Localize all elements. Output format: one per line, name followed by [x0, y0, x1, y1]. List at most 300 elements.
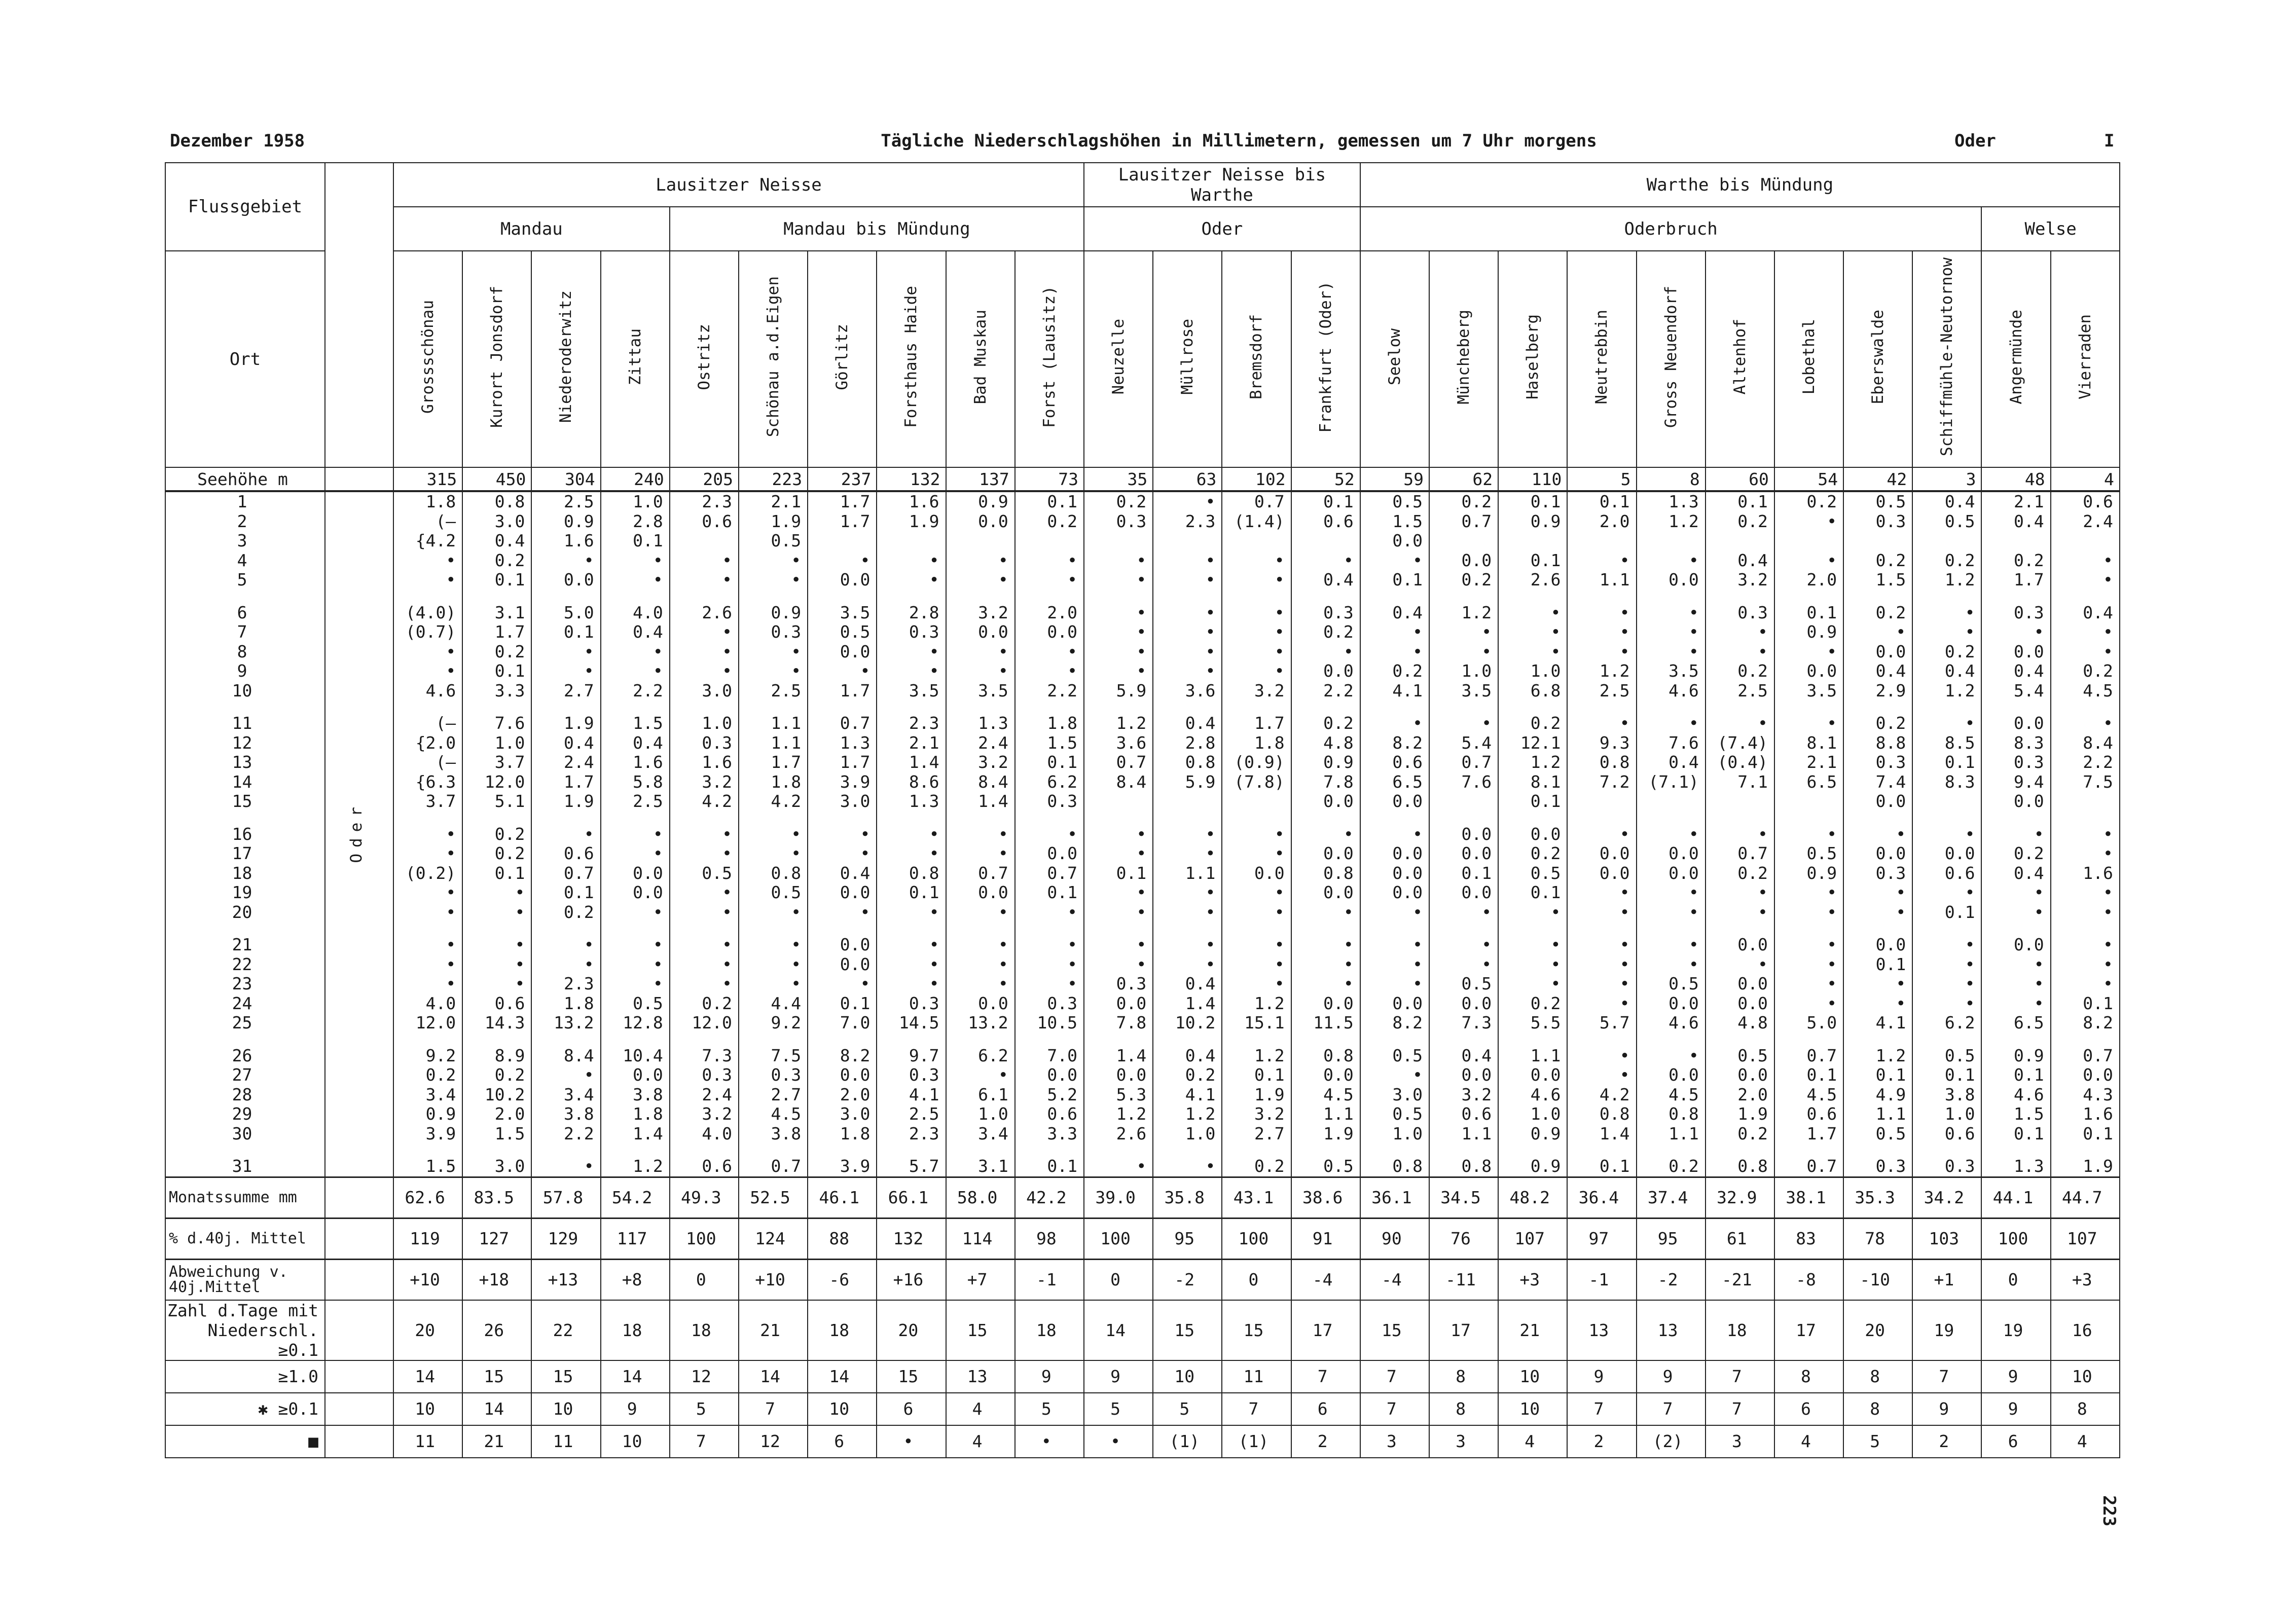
precip-cell: 1.8 — [808, 1124, 877, 1144]
tage-10-cell: 13 — [946, 1360, 1015, 1393]
precip-cell: 0.5 — [1774, 844, 1843, 864]
precip-cell: • — [1153, 622, 1222, 642]
precip-cell: 1.8 — [601, 1104, 670, 1124]
precip-cell: 6.2 — [946, 1033, 1015, 1066]
table-row — [165, 622, 2120, 642]
precip-cell: 1.7 — [808, 491, 877, 512]
precip-cell: • — [601, 551, 670, 571]
precip-cell: • — [739, 903, 808, 922]
precip-cell: • — [1498, 922, 1567, 955]
precip-cell: 1.9 — [739, 512, 808, 532]
precip-cell: • — [1015, 661, 1084, 681]
precip-cell: 2.0 — [1706, 1085, 1774, 1105]
precip-cell: (7.1) — [1637, 772, 1706, 792]
elevation-cell: 73 — [1015, 467, 1084, 491]
precip-cell: • — [1015, 551, 1084, 571]
station-header — [670, 251, 739, 467]
station-header — [393, 251, 462, 467]
tage-schnee-cell: 9 — [1981, 1393, 2050, 1425]
precip-cell: 5.4 — [1981, 681, 2050, 701]
precip-cell: 0.3 — [1843, 753, 1912, 772]
precip-cell: • — [1774, 974, 1843, 994]
precip-cell: 2.5 — [1567, 681, 1636, 701]
precip-cell: 2.2 — [531, 1124, 600, 1144]
pct-cell: 88 — [808, 1218, 877, 1259]
tage-schnee-cell: 6 — [1774, 1393, 1843, 1425]
flussgebiet-label: Flussgebiet — [165, 163, 325, 251]
precip-cell: 0.6 — [1360, 753, 1429, 772]
precip-cell: 0.0 — [1429, 811, 1498, 844]
precip-cell: • — [808, 551, 877, 571]
precip-cell: 1.0 — [601, 491, 670, 512]
precip-cell: • — [531, 811, 600, 844]
precip-cell: 0.0 — [1567, 864, 1636, 883]
precip-cell: 0.0 — [808, 922, 877, 955]
precip-cell: 0.7 — [808, 700, 877, 733]
monatssumme-cell: 32.9 — [1706, 1177, 1774, 1218]
precip-cell: 1.8 — [1222, 733, 1291, 753]
precip-cell: • — [1912, 883, 1981, 903]
monatssumme-cell: 48.2 — [1498, 1177, 1567, 1218]
precip-cell: 0.2 — [1912, 642, 1981, 662]
precip-cell: 0.0 — [1498, 811, 1567, 844]
precip-cell: 7.8 — [1291, 772, 1360, 792]
tage-01-cell: 15 — [946, 1300, 1015, 1360]
table-row — [165, 681, 2120, 701]
precip-cell: 0.1 — [1912, 1065, 1981, 1085]
precip-cell: 1.6 — [531, 531, 600, 551]
precip-cell: 4.6 — [1637, 681, 1706, 701]
precip-cell: • — [1637, 811, 1706, 844]
precip-cell: 0.2 — [1706, 1124, 1774, 1144]
precip-cell: 0.1 — [1981, 1065, 2050, 1085]
pct-cell: 61 — [1706, 1218, 1774, 1259]
precip-cell: 0.7 — [2051, 1033, 2120, 1066]
station-header — [1084, 251, 1153, 467]
precip-cell: 0.1 — [1222, 1065, 1291, 1085]
precip-cell: • — [531, 1143, 600, 1177]
tage-01-cell: 21 — [1498, 1300, 1567, 1360]
subgroup-oderbruch: Oderbruch — [1360, 207, 1982, 251]
day-label: 30 — [165, 1124, 325, 1144]
precip-cell: (0.4) — [1706, 753, 1774, 772]
table-row — [165, 1124, 2120, 1144]
station-name: Zittau — [626, 328, 644, 385]
precip-cell: 2.3 — [877, 700, 946, 733]
precip-cell: • — [1774, 922, 1843, 955]
day-label: 22 — [165, 955, 325, 975]
day-label: 19 — [165, 883, 325, 903]
precip-cell: 0.0 — [1222, 864, 1291, 883]
precip-cell: 4.5 — [1637, 1085, 1706, 1105]
precip-cell: 0.1 — [1291, 491, 1360, 512]
precip-cell: 4.0 — [393, 994, 462, 1014]
precip-cell: • — [877, 642, 946, 662]
elevation-cell: 35 — [1084, 467, 1153, 491]
precip-cell: • — [1153, 491, 1222, 512]
precip-cell: 0.8 — [1291, 1033, 1360, 1066]
precip-cell: (0.9) — [1222, 753, 1291, 772]
tage-schnee-cell: 10 — [531, 1393, 600, 1425]
precip-cell: 0.0 — [1360, 844, 1429, 864]
precip-cell: • — [1360, 700, 1429, 733]
precip-cell: 0.8 — [1291, 864, 1360, 883]
precip-cell: • — [1222, 955, 1291, 975]
precip-cell: (4.0) — [393, 590, 462, 623]
day-label: 4 — [165, 551, 325, 571]
precip-cell: 1.2 — [1912, 570, 1981, 590]
precip-cell: 5.7 — [877, 1143, 946, 1177]
precip-cell: 10.2 — [462, 1085, 531, 1105]
tage-schnee-label: ✱ ≥0.1 — [165, 1393, 325, 1425]
precip-cell: • — [1429, 922, 1498, 955]
precip-cell: 0.5 — [1843, 1124, 1912, 1144]
precip-cell: 0.0 — [1706, 994, 1774, 1014]
precip-cell: 0.3 — [1843, 512, 1912, 532]
precip-cell: • — [877, 844, 946, 864]
precip-cell: 0.0 — [1981, 792, 2050, 811]
precip-cell: 0.1 — [1981, 1124, 2050, 1144]
precip-cell — [1567, 531, 1636, 551]
abweichung-cell: 0 — [1084, 1259, 1153, 1300]
precip-cell: 0.1 — [1912, 903, 1981, 922]
tage-01-cell: 15 — [1222, 1300, 1291, 1360]
station-header — [531, 251, 600, 467]
precip-cell: 0.0 — [1429, 551, 1498, 571]
station-name: Neutrebbin — [1592, 309, 1611, 404]
precip-cell: • — [670, 622, 739, 642]
station-name: Neuzelle — [1109, 319, 1128, 395]
station-header — [1498, 251, 1567, 467]
precip-cell: • — [1637, 622, 1706, 642]
tage-01-cell: 13 — [1637, 1300, 1706, 1360]
abweichung-cell: -4 — [1360, 1259, 1429, 1300]
precip-cell: • — [1981, 811, 2050, 844]
tage-schneedecke-cell: (1) — [1153, 1425, 1222, 1458]
precip-cell: 2.2 — [601, 681, 670, 701]
precip-cell: 6.5 — [1360, 772, 1429, 792]
precip-cell: 2.1 — [877, 733, 946, 753]
precip-cell: 4.9 — [1843, 1085, 1912, 1105]
precip-cell: • — [1291, 922, 1360, 955]
tage-10-cell: 15 — [531, 1360, 600, 1393]
precip-cell: • — [601, 811, 670, 844]
precip-cell: • — [1637, 1033, 1706, 1066]
precip-cell: 0.8 — [877, 864, 946, 883]
precip-cell: 8.2 — [808, 1033, 877, 1066]
precip-cell: 3.3 — [462, 681, 531, 701]
precip-cell: 0.3 — [1084, 974, 1153, 994]
tage-schnee-cell: 8 — [1843, 1393, 1912, 1425]
precip-cell: • — [1015, 922, 1084, 955]
precip-cell: 0.5 — [1637, 974, 1706, 994]
precip-cell: 7.0 — [1015, 1033, 1084, 1066]
precip-cell: • — [531, 955, 600, 975]
precip-cell: 0.0 — [1429, 883, 1498, 903]
precip-cell: 2.8 — [601, 512, 670, 532]
precip-cell: 0.0 — [1084, 994, 1153, 1014]
station-name: Kurort Jonsdorf — [488, 286, 506, 428]
precip-cell: • — [1084, 590, 1153, 623]
tage-schneedecke-cell: • — [1084, 1425, 1153, 1458]
precip-cell: • — [1981, 974, 2050, 994]
elevation-cell: 237 — [808, 467, 877, 491]
table-row — [165, 531, 2120, 551]
precip-cell: 0.8 — [1637, 1104, 1706, 1124]
table-row — [165, 551, 2120, 571]
precip-cell: 1.3 — [808, 733, 877, 753]
precip-cell: 0.0 — [601, 864, 670, 883]
precip-cell: • — [808, 844, 877, 864]
precip-cell: • — [1637, 700, 1706, 733]
tage-schnee-cell: 10 — [1498, 1393, 1567, 1425]
tage-10-cell: 8 — [1429, 1360, 1498, 1393]
tage-10-cell: 9 — [1015, 1360, 1084, 1393]
tage-schneedecke-cell: • — [1015, 1425, 1084, 1458]
precip-cell: 1.3 — [946, 700, 1015, 733]
precip-cell: 3.9 — [393, 1124, 462, 1144]
precip-cell: 0.0 — [1706, 922, 1774, 955]
precip-cell: 1.7 — [1774, 1124, 1843, 1144]
tage-schneedecke-cell: 4 — [946, 1425, 1015, 1458]
precip-cell: • — [1706, 903, 1774, 922]
table-row — [165, 590, 2120, 623]
precip-cell: 3.2 — [946, 590, 1015, 623]
precip-cell: • — [393, 661, 462, 681]
precip-cell: 1.2 — [1222, 994, 1291, 1014]
precip-cell: 10.4 — [601, 1033, 670, 1066]
precip-cell: 3.2 — [946, 753, 1015, 772]
precip-cell: 0.2 — [1498, 994, 1567, 1014]
basin-label: Oder — [1954, 131, 1996, 151]
precip-cell: 0.9 — [1498, 512, 1567, 532]
precip-cell: 0.5 — [1843, 491, 1912, 512]
precip-cell: • — [1637, 903, 1706, 922]
precip-cell: 2.0 — [1774, 570, 1843, 590]
precip-cell: 0.5 — [1706, 1033, 1774, 1066]
precip-cell: 6.2 — [1015, 772, 1084, 792]
precip-cell — [1843, 531, 1912, 551]
precip-cell: 0.0 — [808, 642, 877, 662]
precip-cell: 1.8 — [393, 491, 462, 512]
precip-cell: 8.4 — [946, 772, 1015, 792]
precip-cell: 12.0 — [670, 1013, 739, 1033]
precip-cell: • — [1498, 974, 1567, 994]
precip-cell: 0.0 — [1360, 883, 1429, 903]
station-header — [1981, 251, 2050, 467]
precip-cell: 1.5 — [393, 1143, 462, 1177]
pct-cell: 129 — [531, 1218, 600, 1259]
precip-cell: 0.2 — [1637, 1143, 1706, 1177]
tage-01-label: Zahl d.Tage mit Niederschl. ≥0.1 — [165, 1300, 325, 1360]
pct-cell: 103 — [1912, 1218, 1981, 1259]
precip-cell: • — [739, 955, 808, 975]
precip-cell — [1637, 531, 1706, 551]
tage-schnee-cell: 6 — [877, 1393, 946, 1425]
precip-cell: 1.0 — [1498, 1104, 1567, 1124]
precip-cell: • — [670, 974, 739, 994]
precip-cell: • — [946, 1065, 1015, 1085]
precip-cell: 4.1 — [1360, 681, 1429, 701]
table-row — [165, 1033, 2120, 1066]
precip-cell: • — [1429, 700, 1498, 733]
precip-cell: • — [1912, 700, 1981, 733]
precip-cell: 1.0 — [1498, 661, 1567, 681]
precip-cell: • — [877, 551, 946, 571]
precip-cell: 0.7 — [1015, 864, 1084, 883]
precip-cell: 0.6 — [1912, 864, 1981, 883]
precip-cell: 1.8 — [739, 772, 808, 792]
precip-cell: 0.3 — [877, 994, 946, 1014]
precip-cell: 0.5 — [1429, 974, 1498, 994]
precip-cell: • — [1774, 642, 1843, 662]
precip-cell: • — [877, 661, 946, 681]
precip-cell: • — [1567, 700, 1636, 733]
precip-cell: • — [1291, 642, 1360, 662]
precip-cell: 1.2 — [1084, 1104, 1153, 1124]
elevation-cell: 59 — [1360, 467, 1429, 491]
precip-cell: 0.9 — [531, 512, 600, 532]
table-row — [165, 512, 2120, 532]
precip-cell — [1291, 531, 1360, 551]
precip-cell: 4.5 — [2051, 681, 2120, 701]
day-label: 15 — [165, 792, 325, 811]
station-header — [2051, 251, 2120, 467]
day-label: 18 — [165, 864, 325, 883]
precip-cell: 0.1 — [877, 883, 946, 903]
precip-cell: 7.6 — [462, 700, 531, 733]
precip-cell: 0.0 — [1567, 844, 1636, 864]
monatssumme-cell: 66.1 — [877, 1177, 946, 1218]
tage-10-cell: 14 — [601, 1360, 670, 1393]
tage-schnee-cell: 4 — [946, 1393, 1015, 1425]
precip-cell: 2.2 — [1291, 681, 1360, 701]
table-row — [165, 903, 2120, 922]
precip-cell: • — [1084, 844, 1153, 864]
pct-cell: 95 — [1637, 1218, 1706, 1259]
tage-01-cell: 18 — [601, 1300, 670, 1360]
table-row — [165, 642, 2120, 662]
precip-cell: 3.2 — [1706, 570, 1774, 590]
precip-cell: 4.5 — [739, 1104, 808, 1124]
precip-cell: 0.1 — [462, 661, 531, 681]
precip-cell: 0.2 — [1843, 700, 1912, 733]
precip-cell: 0.9 — [946, 491, 1015, 512]
day-label: 12 — [165, 733, 325, 753]
precip-cell: 12.8 — [601, 1013, 670, 1033]
monatssumme-cell: 34.5 — [1429, 1177, 1498, 1218]
precip-cell: 1.1 — [1429, 1124, 1498, 1144]
precip-cell: 1.1 — [1153, 864, 1222, 883]
pct-cell: 97 — [1567, 1218, 1636, 1259]
pct-cell: 127 — [462, 1218, 531, 1259]
pct-cell: 100 — [670, 1218, 739, 1259]
precip-cell: 3.7 — [393, 792, 462, 811]
precip-cell: 0.5 — [1360, 1033, 1429, 1066]
precip-cell: 2.5 — [1706, 681, 1774, 701]
precip-cell: • — [601, 844, 670, 864]
precip-cell: • — [670, 844, 739, 864]
precip-cell: 0.0 — [946, 883, 1015, 903]
tage-10-cell: 7 — [1360, 1360, 1429, 1393]
precip-cell: • — [1706, 883, 1774, 903]
precip-cell: 0.3 — [877, 622, 946, 642]
table-row — [165, 772, 2120, 792]
precip-cell: 0.0 — [1637, 570, 1706, 590]
precip-cell: 12.1 — [1498, 733, 1567, 753]
precip-cell: • — [2051, 642, 2120, 662]
precip-cell: 1.9 — [1222, 1085, 1291, 1105]
abweichung-cell: +10 — [393, 1259, 462, 1300]
tage-01-cell: 20 — [393, 1300, 462, 1360]
precip-cell: 0.6 — [462, 994, 531, 1014]
precip-cell: 7.5 — [2051, 772, 2120, 792]
precip-cell: • — [393, 844, 462, 864]
precip-cell: • — [1084, 642, 1153, 662]
station-name: Altenhof — [1730, 319, 1749, 395]
abweichung-cell: +10 — [739, 1259, 808, 1300]
day-label: 13 — [165, 753, 325, 772]
day-label: 31 — [165, 1143, 325, 1177]
precip-cell: • — [1015, 974, 1084, 994]
precip-cell: • — [1015, 903, 1084, 922]
subgroup-mandau: Mandau — [393, 207, 670, 251]
precip-cell: 5.0 — [1774, 1013, 1843, 1033]
table-title: Tägliche Niederschlagshöhen in Millimetern, gemessen um 7 Uhr morgens — [881, 131, 1597, 151]
seehoehe-label: Seehöhe m — [165, 467, 325, 491]
precip-cell: 0.0 — [1084, 1065, 1153, 1085]
tage-01-cell: 20 — [877, 1300, 946, 1360]
precip-cell: 0.5 — [1360, 1104, 1429, 1124]
elevation-cell: 42 — [1843, 467, 1912, 491]
table-row — [165, 955, 2120, 975]
precip-cell — [946, 531, 1015, 551]
precip-cell: • — [1706, 642, 1774, 662]
precip-cell: • — [739, 974, 808, 994]
precip-cell: • — [601, 570, 670, 590]
table-row — [165, 883, 2120, 903]
abweichung-cell: -1 — [1567, 1259, 1636, 1300]
precip-cell: 3.9 — [808, 1143, 877, 1177]
precip-cell: 0.1 — [1567, 491, 1636, 512]
tage-10-cell: 7 — [1291, 1360, 1360, 1393]
tage-01-cell: 15 — [1360, 1300, 1429, 1360]
station-name: Müllrose — [1178, 319, 1197, 395]
precip-cell: • — [1567, 590, 1636, 623]
precip-cell: 0.0 — [1429, 844, 1498, 864]
tage-10-cell: 14 — [393, 1360, 462, 1393]
precip-cell: 0.5 — [1912, 1033, 1981, 1066]
precip-cell: 2.7 — [1222, 1124, 1291, 1144]
station-header — [1153, 251, 1222, 467]
tage-10-cell: 14 — [739, 1360, 808, 1393]
tage-schneedecke-cell: 6 — [1981, 1425, 2050, 1458]
precip-cell: 0.1 — [1015, 883, 1084, 903]
precip-cell: 0.2 — [1015, 512, 1084, 532]
precip-cell: 5.9 — [1084, 681, 1153, 701]
elevation-cell: 48 — [1981, 467, 2050, 491]
day-label: 23 — [165, 974, 325, 994]
pct-cell: 119 — [393, 1218, 462, 1259]
precip-cell: 0.1 — [1774, 590, 1843, 623]
table-row — [165, 974, 2120, 994]
station-name: Görlitz — [833, 323, 852, 390]
precip-cell: 2.1 — [1774, 753, 1843, 772]
precip-cell: 0.0 — [1498, 1065, 1567, 1085]
tage-10-cell: 11 — [1222, 1360, 1291, 1393]
abweichung-cell: +8 — [601, 1259, 670, 1300]
precip-cell: • — [1637, 883, 1706, 903]
